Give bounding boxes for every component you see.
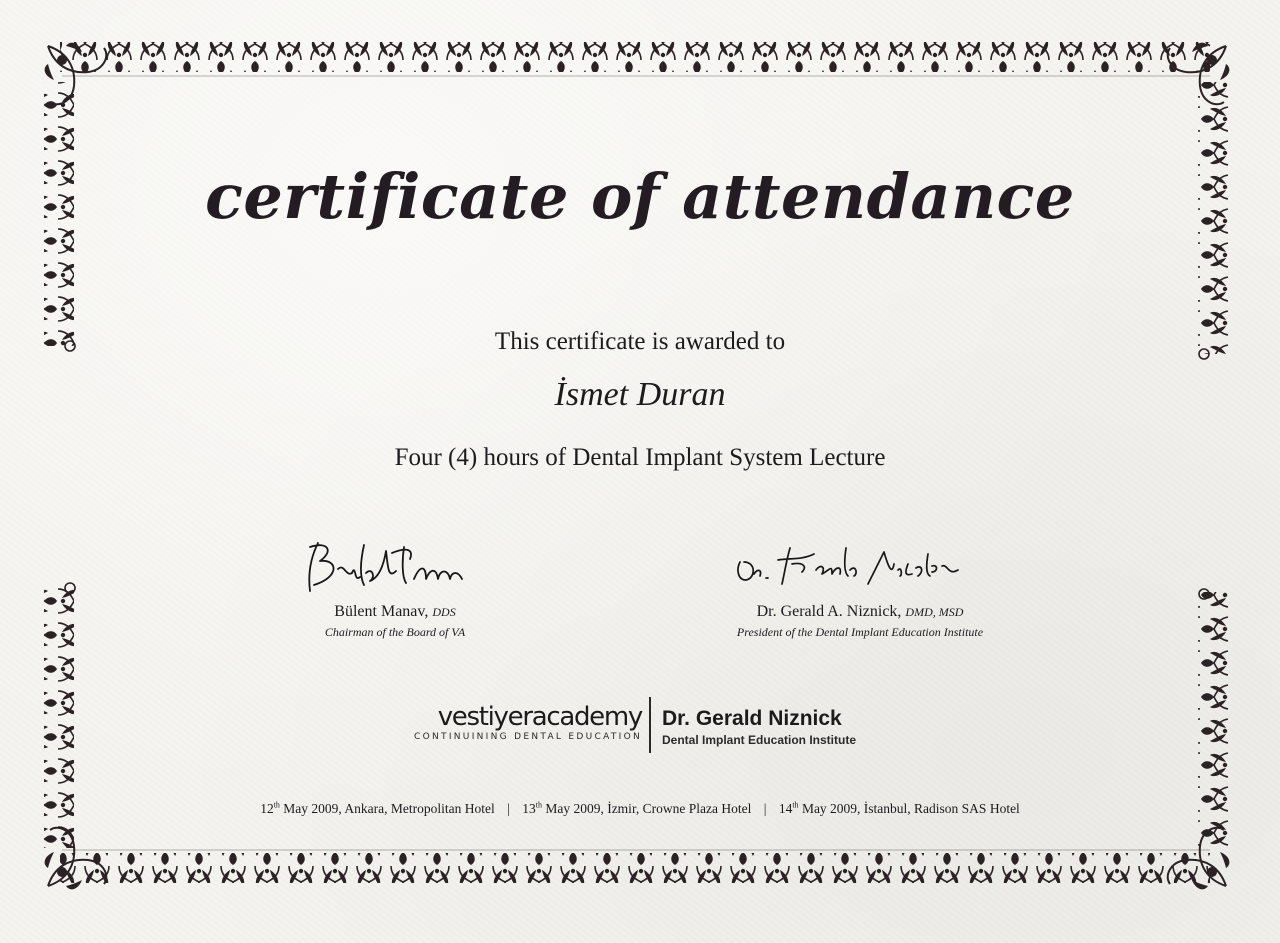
- event-item: 12th May 2009, Ankara, Metropolitan Hotel: [260, 800, 495, 816]
- signatory-role: Chairman of the Board of VA: [324, 625, 466, 639]
- logo-divider: [649, 697, 651, 753]
- signature-bulent-manav: [280, 533, 510, 601]
- signatory-bulent-manav: [255, 603, 535, 640]
- signatory-name: Dr. Gerald A. Niznick,: [756, 603, 902, 620]
- niznick-subtitle: Dental Implant Education Institute: [662, 733, 857, 747]
- vestiyer-academy-logo: [410, 704, 642, 742]
- signatory-credentials: DDS: [432, 605, 456, 619]
- course-description: Four (4) hours of Dental Implant System Lecture: [394, 444, 886, 471]
- vestiyer-brand: vestiyeracademy: [437, 702, 642, 732]
- niznick-name: Dr. Gerald Niznick: [662, 707, 842, 730]
- vestiyer-tagline: CONTINUINING DENTAL EDUCATION: [414, 732, 642, 742]
- signatory-gerald-niznick: [690, 603, 1030, 640]
- signatory-role: President of the Dental Implant Education Institute: [736, 625, 984, 639]
- event-separator: |: [507, 800, 510, 816]
- awarded-to-text: This certificate is awarded to: [494, 328, 786, 355]
- event-dates-line: [0, 800, 1280, 817]
- event-separator: |: [763, 800, 767, 816]
- certificate-title: certificate of attendance: [205, 160, 1075, 233]
- signature-gerald-niznick: [732, 540, 978, 600]
- recipient-name: İsmet Duran: [554, 376, 726, 413]
- niznick-institute-logo: [662, 707, 856, 747]
- event-item: 14th May 2009, İstanbul, Radison SAS Hotel: [778, 800, 1020, 816]
- signatory-credentials: DMD, MSD: [905, 605, 964, 619]
- signatory-name: Bülent Manav,: [334, 603, 429, 620]
- event-item: 13th May 2009, İzmir, Crowne Plaza Hotel: [522, 800, 752, 816]
